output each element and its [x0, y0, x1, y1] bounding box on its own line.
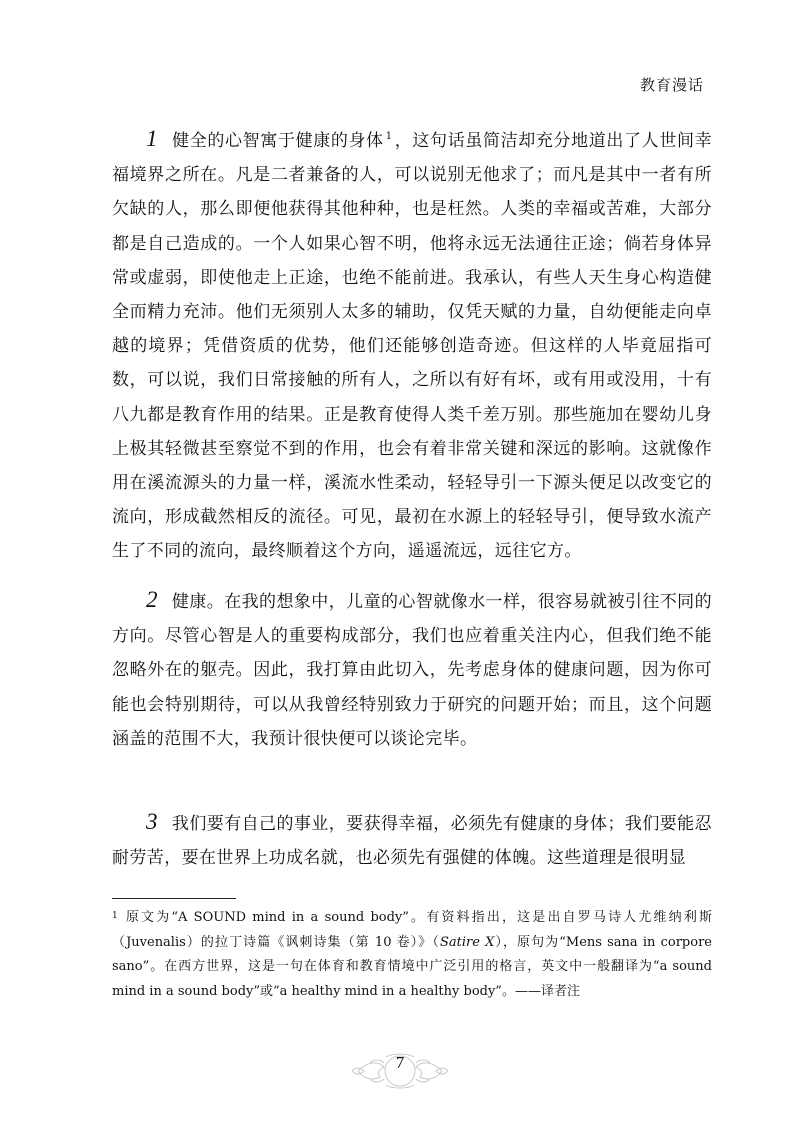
- paragraph-3: [112, 807, 712, 875]
- footnote-reference[interactable]: 1: [385, 131, 393, 142]
- page-number: 7: [395, 1053, 405, 1072]
- page-footer: [0, 1047, 800, 1091]
- footnote-mark: 1: [112, 911, 118, 921]
- paragraph-text: 我们要有自己的事业，要获得幸福，必须先有健康的身体；我们要能忍耐劳苦，要在世界上功成名就，也必须先有强健的体魄。这些道理是很明显: [112, 814, 712, 869]
- footnote-text: 原文为“A SOUND mind in a sound body”。有资料指出，这是出自罗马诗人尤维纳利斯（Juvenalis）的拉丁诗篇《讽刺诗集（第 10 卷）》（: [112, 910, 712, 950]
- paragraph-2: [112, 585, 712, 756]
- footnote-divider: [112, 898, 236, 899]
- footnote-work-title: Satire X: [439, 934, 495, 950]
- paragraph-text: ，这句话虽简洁却充分地道出了人世间幸福境界之所在。凡是二者兼备的人，可以说别无他求了；而凡是其中一者有所欠缺的人，那么即便他获得其他种种，也是枉然。人类的幸福或苦难，大部分都是自己造成的。一个人如果心智不明，他将永远无法通往正途；倘若身体异常或虚弱，即使他走上正途，也绝不能前进。我承认，有些人天生身心构造健全而精力充沛。他们无须别人太多的辅助，仅凭天赋的力量，自幼便能走向卓越的境界；凭借资质的优势，他们还能够创造奇迹。但这样的人毕竟屈指可数，可以说，我们日常接触的所有人，之所以有好有坏，或有用或没用，十有八九都是教育作用的结果。正是教育使得人类千差万别。那些施加在婴幼儿身上极其轻微甚至察觉不到的作用，也会有着非常关键和深远的影响。这就像作用在溪流源头的力量一样，溪流水性柔动，轻轻导引一下源头便足以改变它的流向，形成截然相反的流径。可见，最初在水源上的轻轻导引，便导致水流产生了不同的流向，最终顺着这个方向，遥遥流远，远往它方。: [112, 131, 712, 562]
- footnote: [112, 906, 712, 1004]
- paragraph-number: 3: [146, 809, 158, 834]
- paragraph-text: 健康。在我的想象中，儿童的心智就像水一样，很容易就被引往不同的方向。尽管心智是人的重要构成部分，我们也应着重关注内心，但我们绝不能忽略外在的躯壳。因此，我打算由此切入，先考虑身体的健康问题，因为你可能也会特别期待，可以从我曾经特别致力于研究的问题开始；而且，这个问题涵盖的范围不大，我预计很快便可以谈论完毕。: [112, 592, 712, 749]
- paragraph-1: [112, 124, 712, 569]
- footnote-text: ），原句为“Mens sana in corpore sano”。在西方世界，这是一句在体育和教育情境中广泛引用的格言，英文中一般翻译为“a sound mind in a sound body”或“a healthy mind in a healthy body”。——译者注: [112, 934, 712, 999]
- paragraph-number: 2: [146, 587, 158, 612]
- paragraph-number: 1: [146, 126, 158, 151]
- paragraph-text: 健全的心智寓于健康的身体: [171, 131, 384, 151]
- running-header: 教育漫话: [639, 76, 704, 94]
